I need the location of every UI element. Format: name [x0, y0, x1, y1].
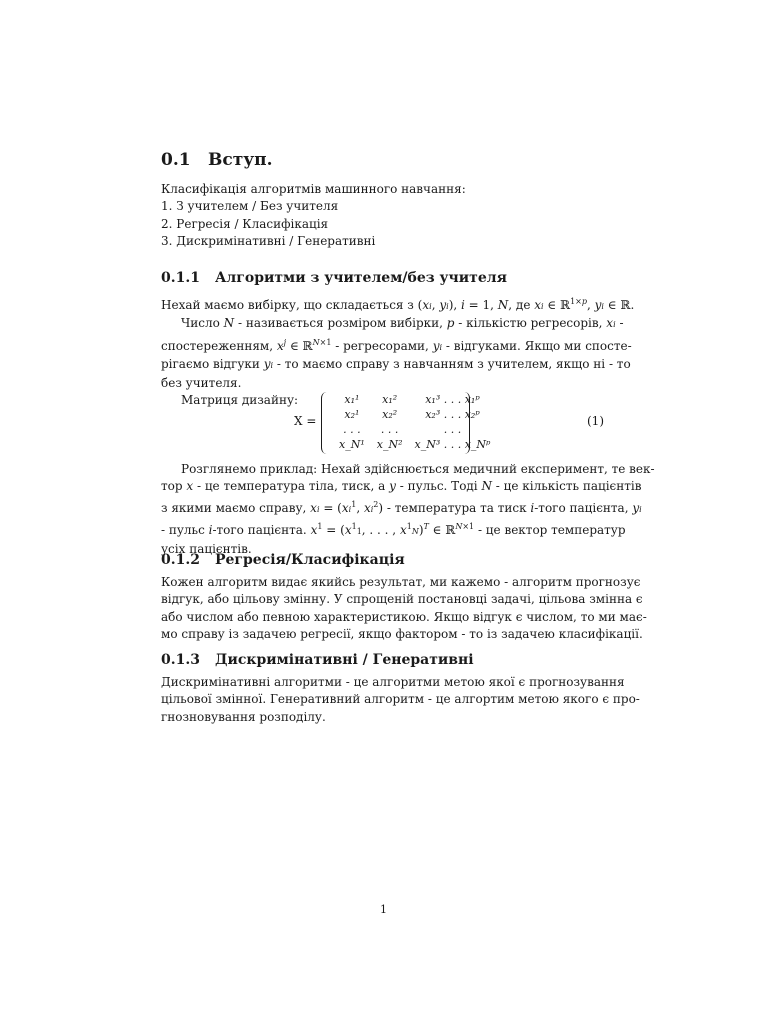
intro-line: 2. Регресія / Класифікація — [161, 216, 329, 231]
subsection-heading-3 — [161, 652, 474, 668]
matrix-cell: . . . — [380, 423, 399, 436]
intro-line: 3. Дискримінативні / Генеративні — [161, 234, 376, 249]
intro-block — [161, 181, 606, 251]
matrix-cell: . . . — [343, 423, 361, 436]
matrix-cell: x₂¹ — [344, 408, 360, 421]
matrix-intro: Матриця дизайну: — [181, 393, 299, 408]
text-line: Число N - називається розміром вибірки, p - кількістю регресорів, xi - — [181, 316, 624, 331]
matrix-cell: x₁¹ — [344, 393, 360, 406]
text-line: тор x - це температура тіла, тиск, а y - пульс. Тоді N - це кількість пацієнтів — [161, 479, 642, 494]
subsection-title: Алгоритми з учителем/без учителя — [215, 270, 507, 286]
text-line: з якими маємо справу, xi = ($xi^1$, $xi^2$) - температура та тиск i-того пацієнта, yi — [161, 499, 642, 515]
paragraph-regression — [161, 574, 647, 644]
paper-page — [161, 0, 655, 1024]
paragraph-discriminative — [161, 674, 640, 726]
text-line: спостереженням, $x^j$ ∈ ℝ$^{N\times 1}$ - регресорами, yi - відгуками. Якщо ми спосте- — [161, 337, 632, 353]
text-line: без учителя. — [161, 375, 242, 390]
section-title: Вступ. — [208, 150, 273, 170]
subsection-title: Регресія/Класифікація — [215, 552, 405, 568]
matrix-cell: x_N³ . . . x_Nᵖ — [414, 438, 491, 451]
equation-number: (1) — [587, 414, 604, 428]
matrix-cell: x_N¹ — [339, 438, 365, 451]
text-line: Нехай маємо вибірку, що складається з (xi, yi), i = 1, N, де xi ∈ ℝ$^{1\times p}$, yi ∈ ℝ. — [161, 297, 635, 312]
page-number: 1 — [380, 903, 387, 916]
text-line: відгук, або цільову змінну. У спрощеній постановці задачі, цільова змінна є — [161, 592, 643, 607]
subsection-heading-1 — [161, 270, 507, 286]
text-line: гнозновування розподілу. — [161, 709, 326, 724]
section-number: 0.1 — [161, 150, 191, 170]
subsection-number: 0.1.2 — [161, 552, 200, 568]
subsection-title: Дискримінативні / Генеративні — [215, 652, 474, 668]
equation-lhs: X = — [294, 414, 317, 428]
matrix-cell: x₁³ . . . x₁ᵖ — [425, 393, 480, 406]
paragraph-example — [161, 461, 655, 558]
intro-line: 1. З учителем / Без учителя — [161, 199, 339, 214]
matrix-cell: x_N² — [376, 438, 403, 451]
text-line: - пульс i-того пацієнта. $x^1 = (x^11$, . . . , $x^1N)^T$ ∈ ℝ$^{N\times 1}$ - це вектор температур — [161, 522, 626, 538]
matrix-cell: . . . — [443, 423, 462, 436]
design-matrix — [333, 392, 496, 452]
left-paren — [321, 392, 332, 454]
section-heading — [161, 150, 273, 170]
subsection-number: 0.1.1 — [161, 270, 200, 286]
text-line: Кожен алгоритм видає якийсь результат, ми кажемо - алгоритм прогнозує — [161, 575, 641, 589]
matrix-cell: x₁² — [382, 393, 398, 406]
text-line: усіх пацієнтів. — [161, 541, 252, 556]
text-line: цільової змінної. Генеративний алгоритм - це алгортим метою якого є про- — [161, 692, 640, 707]
text-line: Розглянемо приклад: Нехай здійснюється медичний експеримент, те век- — [181, 462, 655, 476]
intro-line: Класифікація алгоритмів машинного навчання: — [161, 182, 466, 196]
text-line: або числом або певною характеристикою. Якщо відгук є числом, то ми має- — [161, 609, 647, 624]
text-line: мо справу із задачею регресії, якщо фактором - то із задачею класифікації. — [161, 627, 643, 642]
subsection-number: 0.1.3 — [161, 652, 200, 668]
text-line: Дискримінативні алгоритми - це алгоритми метою якої є прогнозування — [161, 675, 625, 689]
text-line: рігаємо відгуки yi - то маємо справу з навчанням з учителем, якщо ні - то — [161, 357, 631, 372]
matrix-cell: x₂² — [382, 408, 398, 421]
right-paren — [459, 392, 470, 454]
design-matrix-equation — [161, 392, 606, 458]
subsection-heading-2 — [161, 552, 405, 568]
matrix-cell: x₂³ . . . x₂ᵖ — [425, 408, 480, 421]
